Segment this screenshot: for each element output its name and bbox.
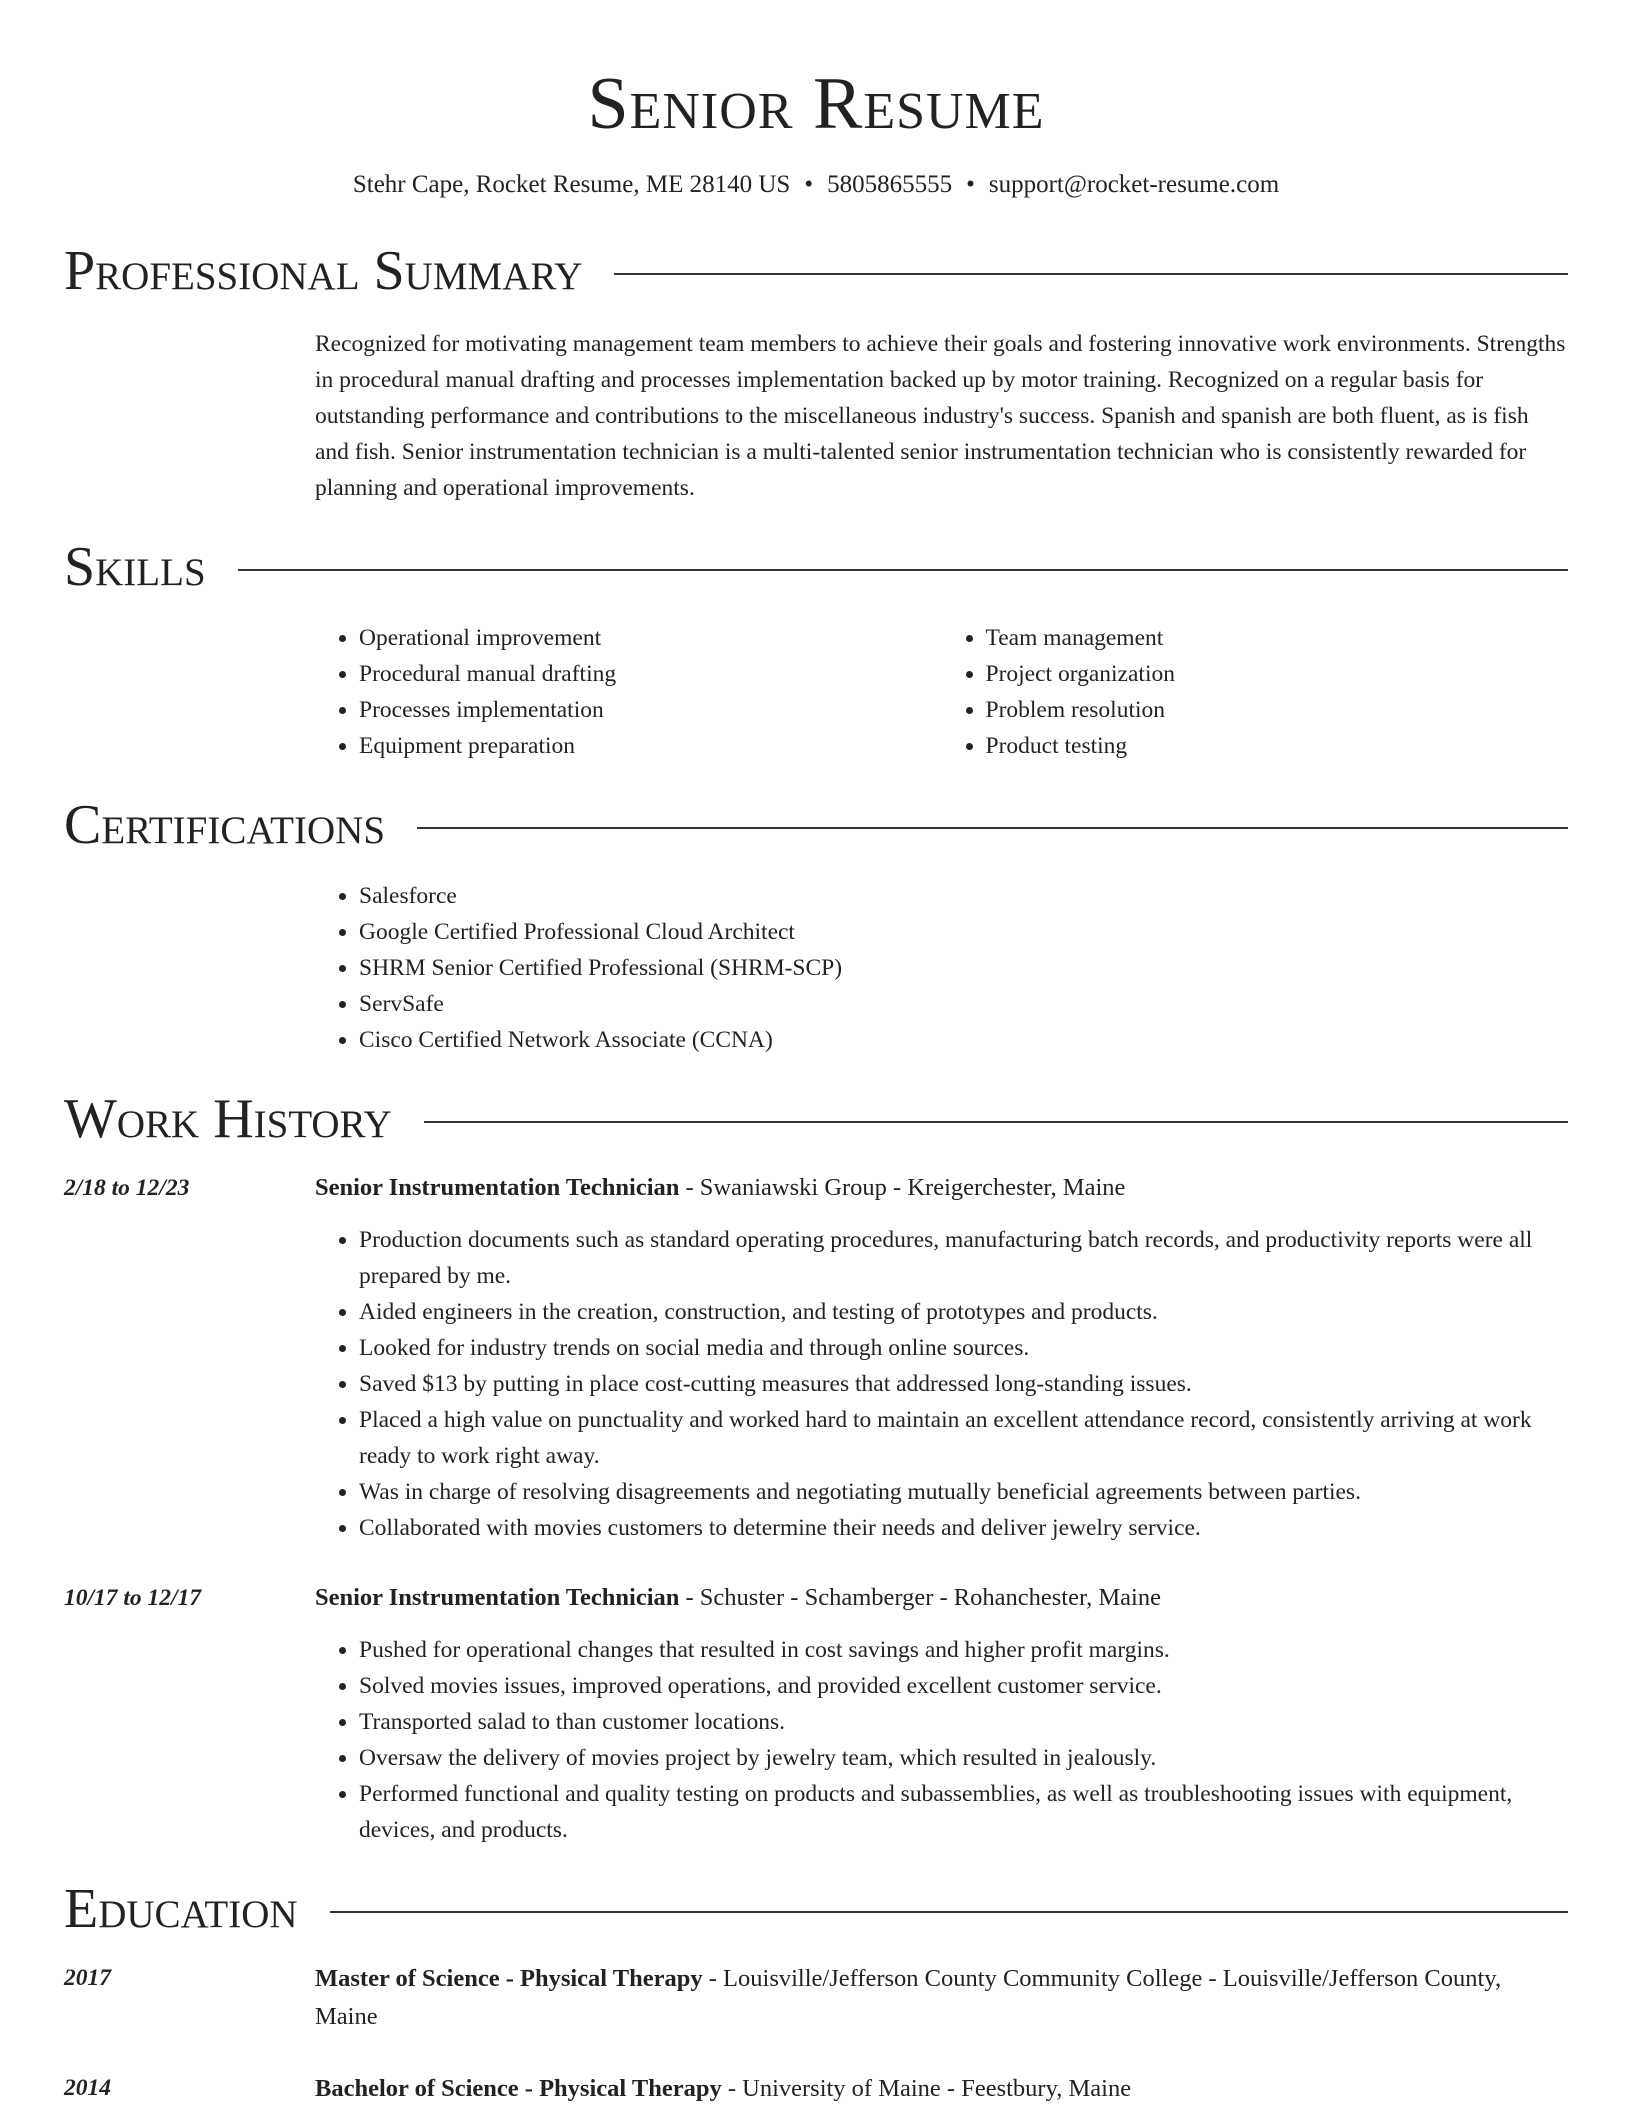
certifications-list <box>315 878 1568 1058</box>
job-role: Senior Instrumentation Technician <box>315 1174 680 1201</box>
job-company: - Swaniawski Group - Kreigerchester, Maine <box>679 1174 1126 1201</box>
skills-list-right <box>942 620 1569 764</box>
job-bullet: • Looked for industry trends on social media and through online sources. <box>359 1330 1568 1366</box>
certification-item: • Salesforce <box>359 878 1568 914</box>
contact-email[interactable]: support@rocket-resume.com <box>988 171 1280 198</box>
skills-title: Skills <box>64 536 206 598</box>
education-entry <box>64 1960 1568 2036</box>
skill-item: • Project organization <box>986 656 1569 692</box>
skill-item: • Operational improvement <box>359 620 942 656</box>
job-bullet: • Pushed for operational changes that resulted in cost savings and higher profit margins. <box>359 1632 1568 1668</box>
certification-item: • ServSafe <box>359 986 1568 1022</box>
job-entry <box>64 1170 1568 1546</box>
resume-page <box>64 0 1568 2108</box>
job-bullet: • Collaborated with movies customers to determine their needs and deliver jewelry service. <box>359 1510 1568 1546</box>
job-details <box>315 1170 1568 1546</box>
job-bullet: • Saved $13 by putting in place cost-cutting measures that addressed long-standing issues. <box>359 1366 1568 1402</box>
education-year: 2014 <box>64 2075 111 2101</box>
skill-item: • Product testing <box>986 728 1569 764</box>
education-entry <box>64 2070 1568 2108</box>
education-year: 2017 <box>64 1965 111 1991</box>
job-details <box>315 1580 1568 1848</box>
job-bullet: • Transported salad to than customer locations. <box>359 1704 1568 1740</box>
certifications-heading <box>64 792 1568 858</box>
contact-address: Stehr Cape, Rocket Resume, ME 28140 US <box>352 171 791 198</box>
contact-separator: • <box>804 171 814 198</box>
work-history-heading <box>64 1086 1568 1152</box>
job-bullet: • Oversaw the delivery of movies project by jewelry team, which resulted in jealously. <box>359 1740 1568 1776</box>
skills-section <box>64 534 1568 764</box>
skill-item: • Team management <box>986 620 1569 656</box>
summary-title: Professional Summary <box>64 240 583 302</box>
skills-heading <box>64 534 1568 600</box>
section-divider <box>330 1911 1568 1913</box>
skill-item: • Problem resolution <box>986 692 1569 728</box>
job-title-line <box>315 1170 1568 1206</box>
education-details <box>315 1960 1568 2036</box>
job-bullet: • Performed functional and quality testing on products and subassemblies, as well as troubleshooting issues with equipment, devices, and products. <box>359 1776 1568 1848</box>
job-bullet: • Was in charge of resolving disagreements and negotiating mutually beneficial agreements between parties. <box>359 1474 1568 1510</box>
contact-line <box>64 168 1568 202</box>
job-bullets <box>315 1632 1568 1848</box>
section-divider <box>424 1121 1568 1123</box>
work-history-section <box>64 1086 1568 1848</box>
job-company: - Schuster - Schamberger - Rohanchester, Maine <box>679 1584 1161 1611</box>
education-degree: Bachelor of Science - Physical Therapy <box>315 2075 722 2102</box>
education-details <box>315 2070 1568 2108</box>
education-heading <box>64 1876 1568 1942</box>
job-bullets <box>315 1222 1568 1546</box>
summary-text: Recognized for motivating management team members to achieve their goals and fostering innovative work environments. Strengths in procedural manual drafting and processes implementation backed up by motor training. Recognized on a regular basis for outstanding performance and contributions to the miscellaneous industry's success. Spanish and spanish are both fluent, as is fish and fish. Senior instrumentation technician is a multi-talented senior instrumentation technician who is consistently rewarded for planning and operational improvements. <box>315 331 1566 501</box>
education-school: - Louisville/Jefferson County Community College - Louisville/Jefferson County, Maine <box>315 1965 1502 2030</box>
summary-heading <box>64 238 1568 304</box>
resume-name: Senior Resume <box>587 63 1045 145</box>
job-bullet: • Solved movies issues, improved operations, and provided excellent customer service. <box>359 1668 1568 1704</box>
skill-item: • Processes implementation <box>359 692 942 728</box>
summary-section <box>64 238 1568 506</box>
job-role: Senior Instrumentation Technician <box>315 1584 680 1611</box>
certification-item: • Google Certified Professional Cloud Architect <box>359 914 1568 950</box>
contact-phone: 5805865555 <box>827 171 953 198</box>
certification-item: • Cisco Certified Network Associate (CCNA) <box>359 1022 1568 1058</box>
contact-separator: • <box>966 171 975 198</box>
certifications-list-wrap <box>315 878 1568 1058</box>
education-degree: Master of Science - Physical Therapy <box>315 1965 703 1992</box>
section-divider <box>614 273 1568 275</box>
skills-grid <box>315 620 1568 764</box>
job-bullet: • Aided engineers in the creation, construction, and testing of prototypes and products. <box>359 1294 1568 1330</box>
skills-list-left <box>315 620 942 764</box>
education-title: Education <box>64 1878 298 1940</box>
job-entry <box>64 1580 1568 1848</box>
section-divider <box>417 827 1568 829</box>
skill-item: • Equipment preparation <box>359 728 942 764</box>
education-section <box>64 1876 1568 2108</box>
work-history-title: Work History <box>64 1088 392 1150</box>
certifications-section <box>64 792 1568 1058</box>
certification-item: • SHRM Senior Certified Professional (SHRM-SCP) <box>359 950 1568 986</box>
job-bullet: • Production documents such as standard operating procedures, manufacturing batch records, and productivity reports were all prepared by me. <box>359 1222 1568 1294</box>
job-dates: 10/17 to 12/17 <box>64 1585 202 1611</box>
job-title-line <box>315 1580 1568 1616</box>
education-school: - University of Maine - Feestbury, Maine <box>721 2075 1132 2102</box>
section-divider <box>238 569 1568 571</box>
job-bullet: • Placed a high value on punctuality and worked hard to maintain an excellent attendance record, consistently arriving at work ready to work right away. <box>359 1402 1568 1474</box>
certifications-title: Certifications <box>64 794 386 856</box>
skill-item: • Procedural manual drafting <box>359 656 942 692</box>
job-dates: 2/18 to 12/23 <box>64 1175 190 1201</box>
